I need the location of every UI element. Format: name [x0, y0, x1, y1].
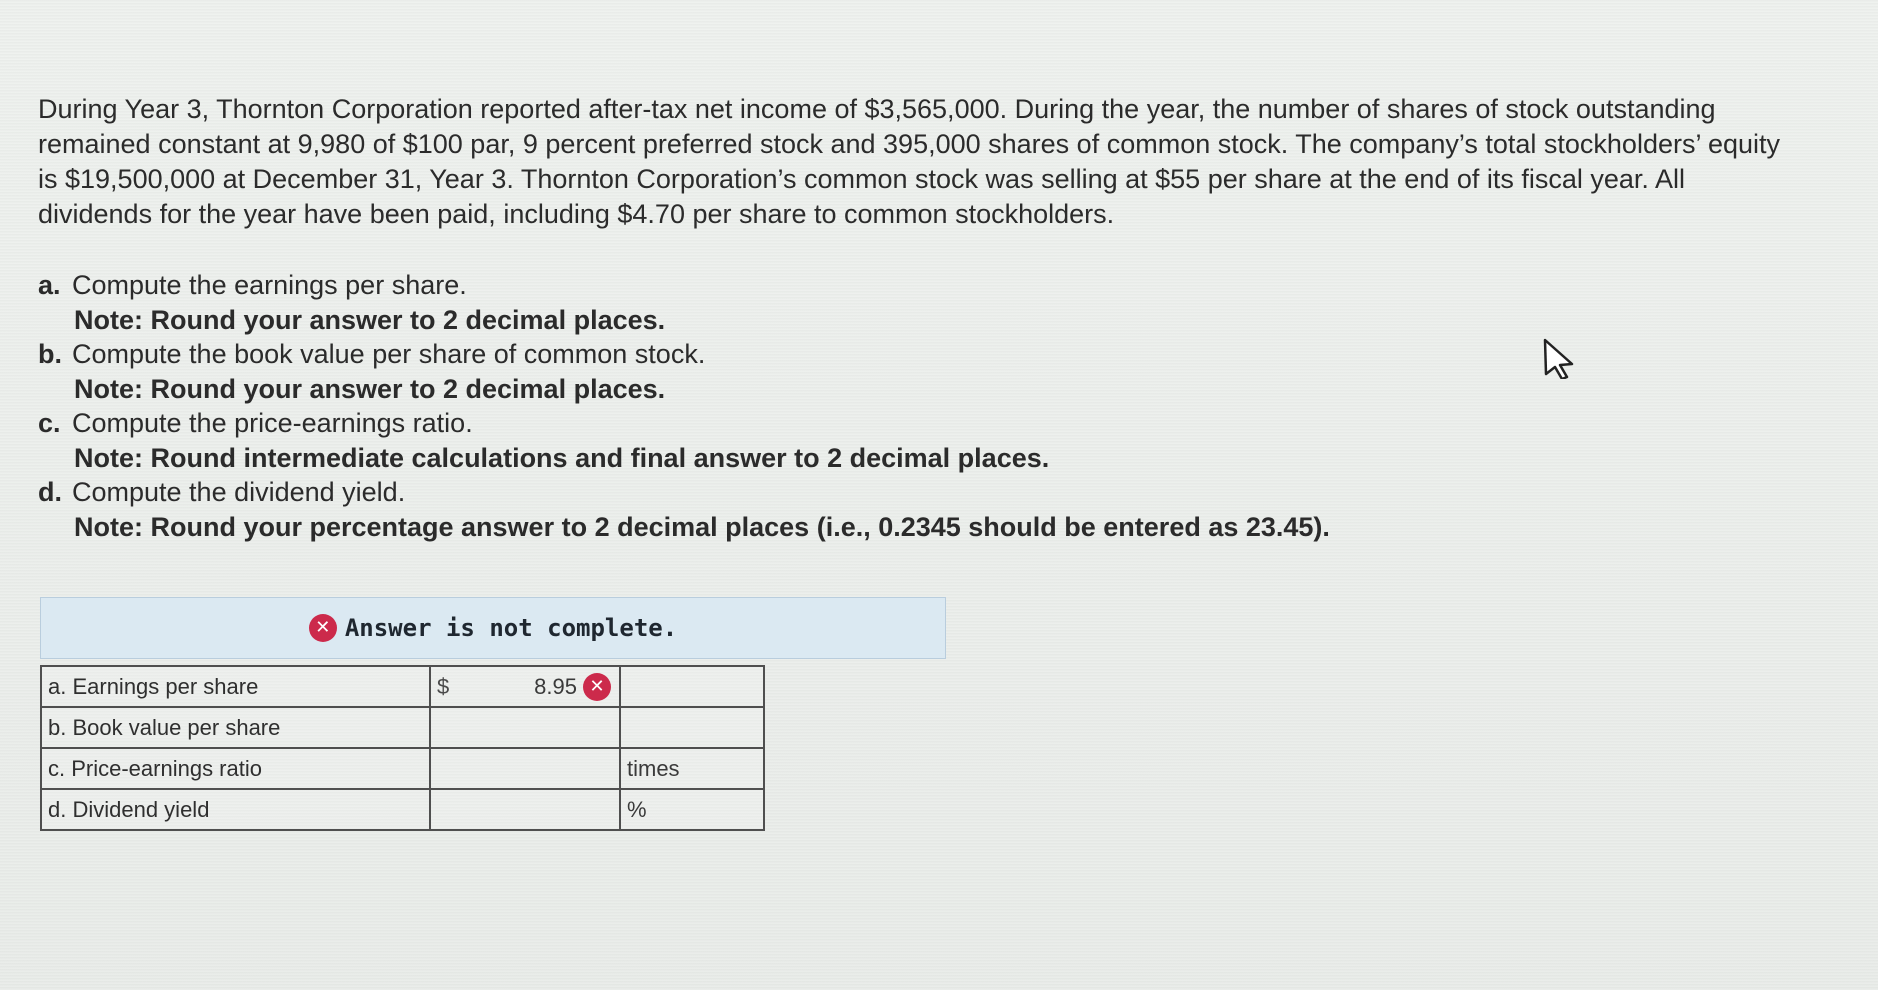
question-b	[38, 337, 1538, 406]
question-list	[38, 268, 1538, 544]
question-a-letter: a.	[38, 270, 61, 300]
question-a-text: Compute the earnings per share.	[72, 270, 467, 300]
question-c-letter: c.	[38, 408, 61, 438]
table-row-earnings-per-share	[41, 666, 764, 707]
question-d	[38, 475, 1538, 544]
earnings-per-share-label: a. Earnings per share	[41, 666, 430, 707]
price-earnings-ratio-unit	[620, 748, 764, 789]
question-a	[38, 268, 1538, 337]
price-earnings-ratio-suffix: times	[627, 755, 680, 781]
answer-table	[40, 665, 765, 831]
error-x-icon: ✕	[309, 614, 337, 642]
question-d-text: Compute the dividend yield.	[72, 477, 406, 507]
price-earnings-ratio-label: c. Price-earnings ratio	[41, 748, 430, 789]
earnings-per-share-input[interactable]	[430, 666, 620, 707]
earnings-per-share-unit	[620, 666, 764, 707]
answer-status-text: Answer is not complete.	[344, 614, 678, 642]
question-d-letter: d.	[38, 477, 62, 507]
table-row-price-earnings-ratio	[41, 748, 764, 789]
book-value-per-share-label: b. Book value per share	[41, 707, 430, 748]
table-row-book-value-per-share	[41, 707, 764, 748]
question-b-text: Compute the book value per share of common stock.	[72, 339, 706, 369]
problem-statement: During Year 3, Thornton Corporation reported after-tax net income of $3,565,000. During the year, the number of shares of stock outstanding remained constant at 9,980 of $100 par, 9 percent preferred stock and 395,000 shares of common stock. The company’s total stockholders’ equity is $19,500,000 at December 31, Year 3. Thornton Corporation’s common stock was selling at $55 per share at the end of its fiscal year. All dividends for the year have been paid, including $4.70 per share to common stockholders.	[38, 94, 1781, 229]
book-value-per-share-input[interactable]	[430, 707, 620, 748]
dividend-yield-unit	[620, 789, 764, 830]
book-value-per-share-unit	[620, 707, 764, 748]
question-b-letter: b.	[38, 339, 62, 369]
question-d-note: Note: Round your percentage answer to 2 decimal places (i.e., 0.2345 should be entered as 23.45).	[74, 511, 1330, 542]
mouse-pointer-icon	[1542, 337, 1576, 379]
question-c-text: Compute the price-earnings ratio.	[72, 408, 473, 438]
dividend-yield-input[interactable]	[430, 789, 620, 830]
incorrect-answer-icon: ✕	[583, 673, 611, 701]
dollar-prefix: $	[437, 673, 450, 699]
dividend-yield-label: d. Dividend yield	[41, 789, 430, 830]
answer-status-banner	[40, 597, 946, 659]
price-earnings-ratio-input[interactable]	[430, 748, 620, 789]
question-a-note: Note: Round your answer to 2 decimal places.	[74, 304, 666, 335]
table-row-dividend-yield	[41, 789, 764, 830]
earnings-per-share-value: 8.95	[534, 673, 577, 699]
dividend-yield-suffix: %	[627, 796, 647, 822]
question-c-note: Note: Round intermediate calculations and final answer to 2 decimal places.	[74, 442, 1050, 473]
question-b-note: Note: Round your answer to 2 decimal places.	[74, 373, 666, 404]
question-c	[38, 406, 1538, 475]
